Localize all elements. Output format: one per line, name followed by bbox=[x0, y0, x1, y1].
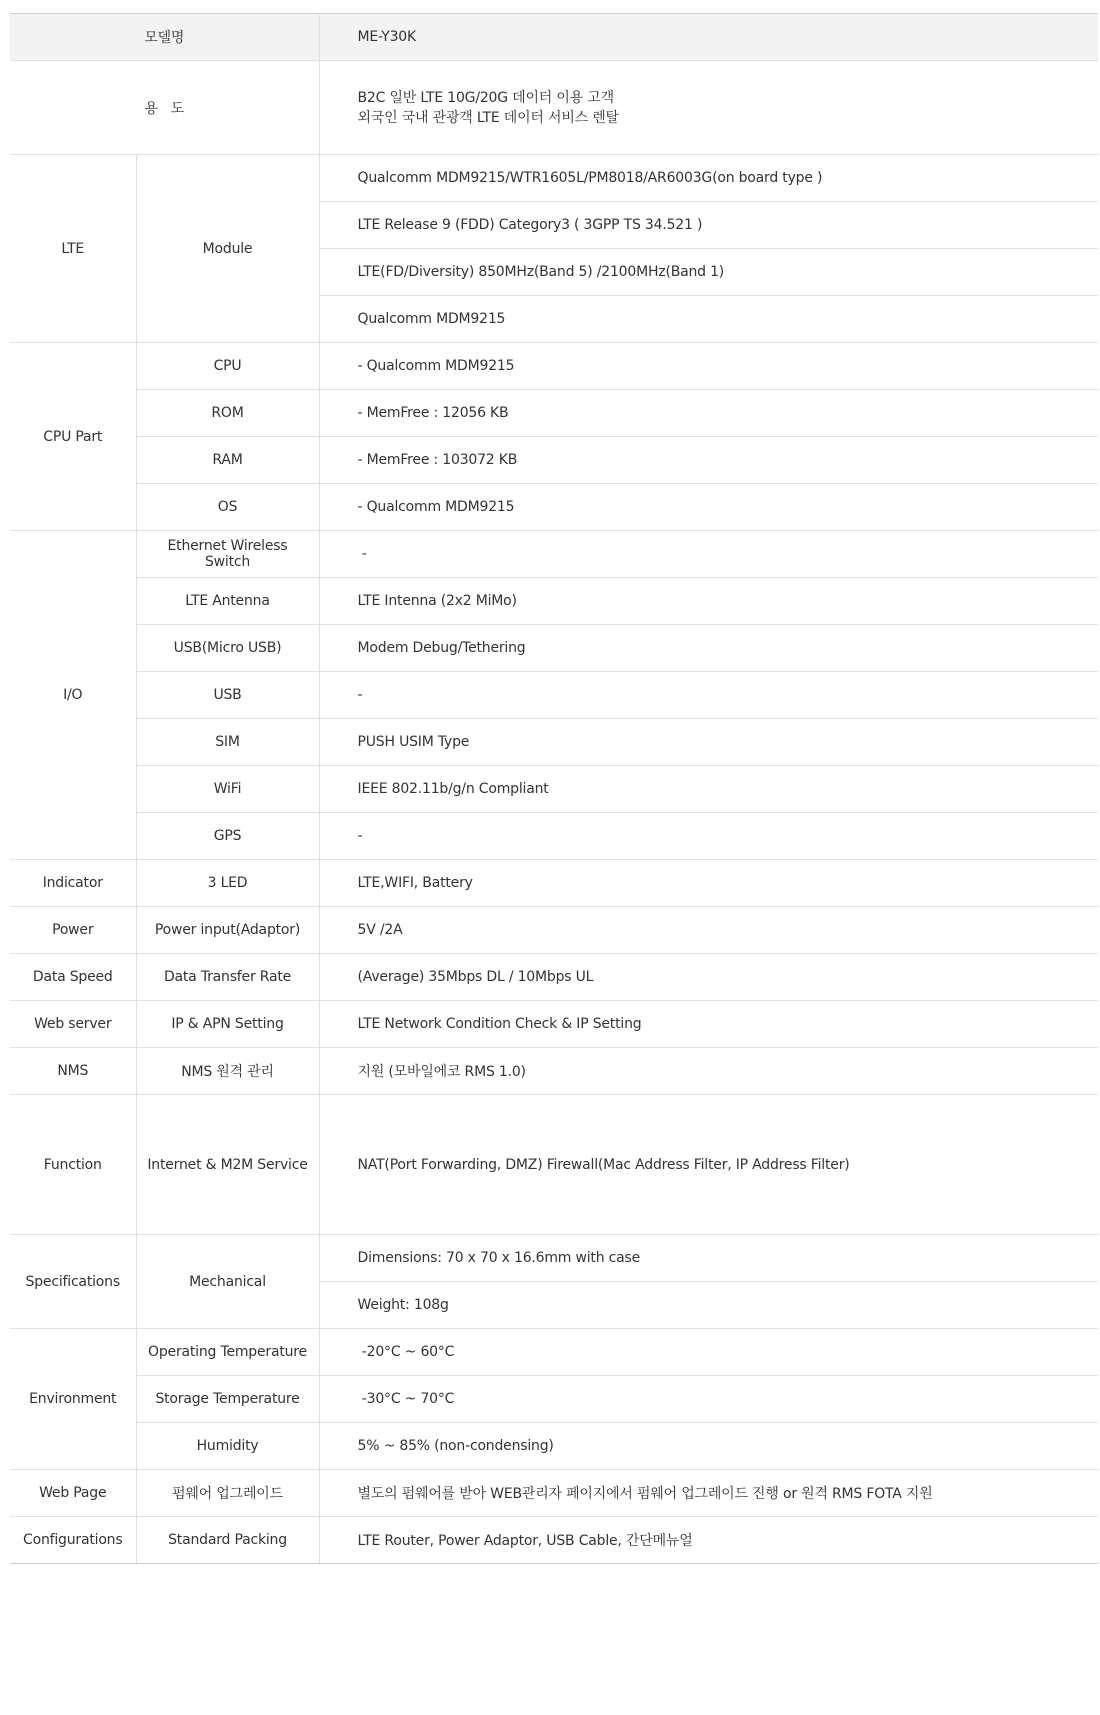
spec-value: NAT(Port Forwarding, DMZ) Firewall(Mac Address Filter, IP Address Filter) bbox=[319, 1095, 1098, 1235]
spec-value: Weight: 108g bbox=[319, 1282, 1098, 1329]
spec-row bbox=[10, 578, 1098, 625]
spec-item: Operating Temperature bbox=[136, 1329, 319, 1376]
spec-row bbox=[10, 390, 1098, 437]
spec-item: WiFi bbox=[136, 766, 319, 813]
spec-item: Ethernet Wireless Switch bbox=[136, 531, 319, 578]
spec-item: SIM bbox=[136, 719, 319, 766]
spec-item: Module bbox=[136, 155, 319, 343]
spec-value: -30°C ~ 70°C bbox=[319, 1376, 1098, 1423]
spec-value: - Qualcomm MDM9215 bbox=[319, 484, 1098, 531]
spec-value: (Average) 35Mbps DL / 10Mbps UL bbox=[319, 954, 1098, 1001]
spec-value: Modem Debug/Tethering bbox=[319, 625, 1098, 672]
spec-row bbox=[10, 343, 1098, 390]
spec-value: - bbox=[319, 672, 1098, 719]
spec-row bbox=[10, 531, 1098, 578]
spec-category: Function bbox=[10, 1095, 136, 1235]
spec-value: - bbox=[319, 813, 1098, 860]
spec-row bbox=[10, 155, 1098, 202]
spec-item: Storage Temperature bbox=[136, 1376, 319, 1423]
spec-row bbox=[10, 1048, 1098, 1095]
spec-item: RAM bbox=[136, 437, 319, 484]
spec-category: Configurations bbox=[10, 1517, 136, 1564]
spec-category: Power bbox=[10, 907, 136, 954]
spec-row bbox=[10, 1001, 1098, 1048]
spec-value: - Qualcomm MDM9215 bbox=[319, 343, 1098, 390]
spec-row bbox=[10, 1095, 1098, 1235]
spec-row bbox=[10, 437, 1098, 484]
spec-item: CPU bbox=[136, 343, 319, 390]
spec-value: 5V /2A bbox=[319, 907, 1098, 954]
spec-category: CPU Part bbox=[10, 343, 136, 531]
spec-item: Power input(Adaptor) bbox=[136, 907, 319, 954]
spec-value: LTE Router, Power Adaptor, USB Cable, 간단메뉴얼 bbox=[319, 1517, 1098, 1564]
spec-row bbox=[10, 484, 1098, 531]
spec-item: Internet & M2M Service bbox=[136, 1095, 319, 1235]
spec-item: IP & APN Setting bbox=[136, 1001, 319, 1048]
spec-value-line: 외국인 국내 관광객 LTE 데이터 서비스 렌탈 bbox=[357, 109, 619, 126]
spec-value: Dimensions: 70 x 70 x 16.6mm with case bbox=[319, 1235, 1098, 1282]
spec-row bbox=[10, 672, 1098, 719]
spec-row bbox=[10, 1423, 1098, 1470]
spec-table-body bbox=[10, 14, 1098, 1564]
spec-category: Data Speed bbox=[10, 954, 136, 1001]
spec-value-line: B2C 일반 LTE 10G/20G 데이터 이용 고객 bbox=[357, 89, 614, 106]
spec-value: ME-Y30K bbox=[319, 14, 1098, 61]
spec-row bbox=[10, 813, 1098, 860]
spec-value: LTE(FD/Diversity) 850MHz(Band 5) /2100MHz(Band 1) bbox=[319, 249, 1098, 296]
spec-value bbox=[319, 61, 1098, 155]
spec-value: 5% ~ 85% (non-condensing) bbox=[319, 1423, 1098, 1470]
spec-value: - MemFree : 12056 KB bbox=[319, 390, 1098, 437]
spec-item: Data Transfer Rate bbox=[136, 954, 319, 1001]
spec-item: Standard Packing bbox=[136, 1517, 319, 1564]
spec-item: USB(Micro USB) bbox=[136, 625, 319, 672]
spec-item: Mechanical bbox=[136, 1235, 319, 1329]
spec-item: OS bbox=[136, 484, 319, 531]
spec-row bbox=[10, 14, 1098, 61]
spec-value: - bbox=[319, 531, 1098, 578]
spec-item: 펌웨어 업그레이드 bbox=[136, 1470, 319, 1517]
spec-value: Qualcomm MDM9215/WTR1605L/PM8018/AR6003G(on board type ) bbox=[319, 155, 1098, 202]
spec-row bbox=[10, 719, 1098, 766]
spec-row bbox=[10, 907, 1098, 954]
spec-row bbox=[10, 1376, 1098, 1423]
spec-row bbox=[10, 1517, 1098, 1564]
spec-category: Environment bbox=[10, 1329, 136, 1470]
spec-value: LTE Release 9 (FDD) Category3 ( 3GPP TS 34.521 ) bbox=[319, 202, 1098, 249]
spec-category: Web server bbox=[10, 1001, 136, 1048]
spec-row bbox=[10, 766, 1098, 813]
spec-row bbox=[10, 1470, 1098, 1517]
spec-category: 용 도 bbox=[10, 61, 319, 155]
spec-row bbox=[10, 1329, 1098, 1376]
spec-category: LTE bbox=[10, 155, 136, 343]
spec-item: 3 LED bbox=[136, 860, 319, 907]
spec-item: LTE Antenna bbox=[136, 578, 319, 625]
spec-item: Humidity bbox=[136, 1423, 319, 1470]
spec-value: LTE Network Condition Check & IP Setting bbox=[319, 1001, 1098, 1048]
spec-row bbox=[10, 625, 1098, 672]
spec-table bbox=[10, 13, 1098, 1564]
spec-item: GPS bbox=[136, 813, 319, 860]
spec-value: LTE Intenna (2x2 MiMo) bbox=[319, 578, 1098, 625]
spec-category: 모델명 bbox=[10, 14, 319, 61]
spec-category: NMS bbox=[10, 1048, 136, 1095]
spec-category: I/O bbox=[10, 531, 136, 860]
spec-value: PUSH USIM Type bbox=[319, 719, 1098, 766]
spec-value: 별도의 펌웨어를 받아 WEB관리자 페이지에서 펌웨어 업그레이드 진행 or 원격 RMS FOTA 지원 bbox=[319, 1470, 1098, 1517]
spec-row bbox=[10, 1235, 1098, 1282]
spec-item: USB bbox=[136, 672, 319, 719]
spec-value: 지원 (모바일에코 RMS 1.0) bbox=[319, 1048, 1098, 1095]
spec-value: IEEE 802.11b/g/n Compliant bbox=[319, 766, 1098, 813]
spec-row bbox=[10, 954, 1098, 1001]
spec-category: Indicator bbox=[10, 860, 136, 907]
spec-value: LTE,WIFI, Battery bbox=[319, 860, 1098, 907]
spec-category: Web Page bbox=[10, 1470, 136, 1517]
spec-value: - MemFree : 103072 KB bbox=[319, 437, 1098, 484]
spec-value: -20°C ~ 60°C bbox=[319, 1329, 1098, 1376]
spec-row bbox=[10, 860, 1098, 907]
spec-row bbox=[10, 61, 1098, 155]
spec-category: Specifications bbox=[10, 1235, 136, 1329]
spec-item: ROM bbox=[136, 390, 319, 437]
spec-item: NMS 원격 관리 bbox=[136, 1048, 319, 1095]
spec-value: Qualcomm MDM9215 bbox=[319, 296, 1098, 343]
